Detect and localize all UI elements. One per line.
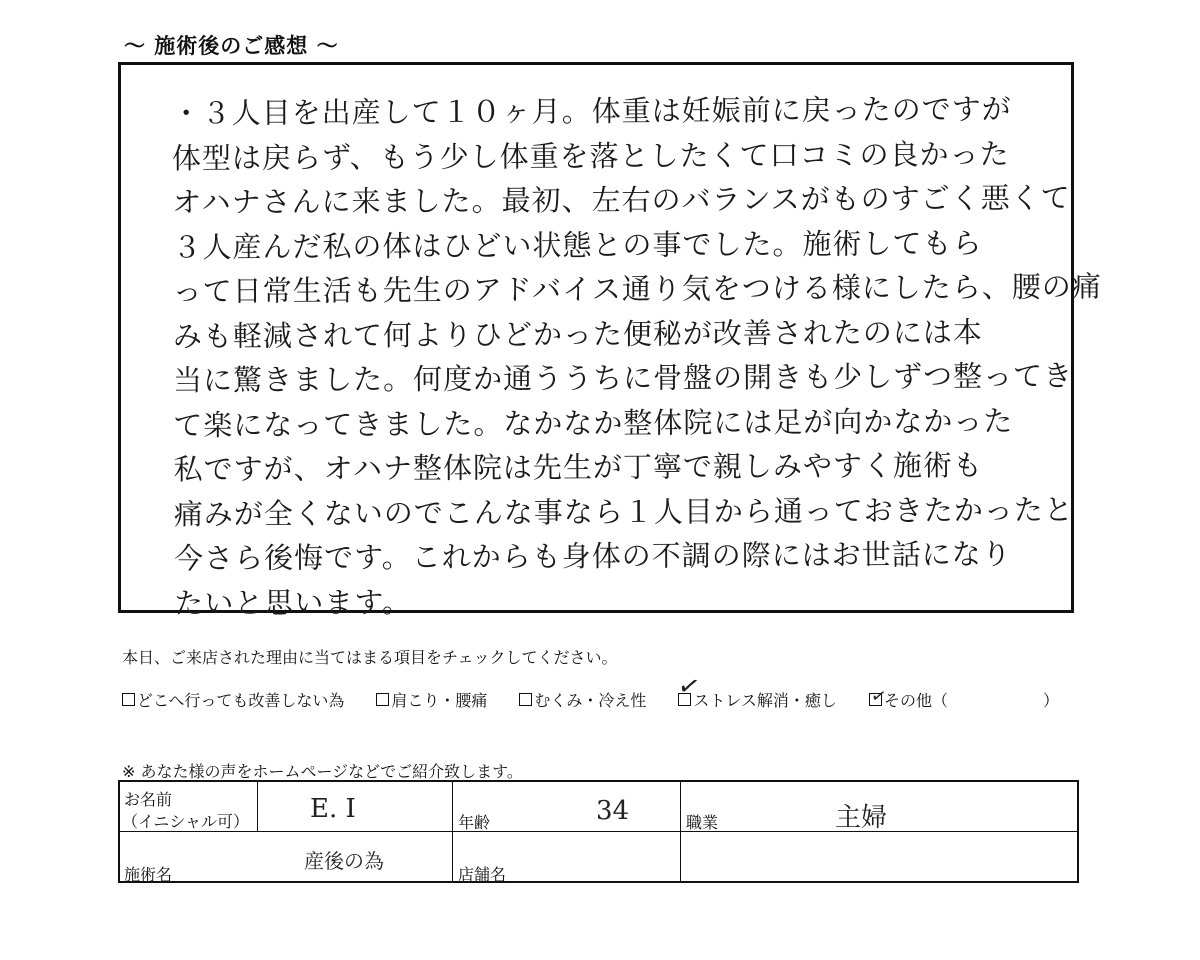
name-label-sub: （イニシャル可） xyxy=(122,812,250,831)
store-label: 店舗名 xyxy=(458,865,507,884)
reason-option-no-improvement[interactable] xyxy=(122,688,344,711)
comment-line: 体型は戻らず、もう少し体重を落としたくて口コミの良かった xyxy=(171,136,1010,175)
comment-line: オハナさんに来ました。最初、左右のバランスがものすごく悪くて xyxy=(172,180,1071,220)
checkmark-icon: ✓ xyxy=(869,684,889,709)
option-label: むくみ・冷え性 xyxy=(534,691,647,710)
comment-line: って日常生活も先生のアドバイス通り気をつける様にしたら、腰の痛 xyxy=(172,269,1102,309)
table-divider xyxy=(680,782,681,881)
reason-instruction: 本日、ご来店された理由に当てはまる項目をチェックしてください。 xyxy=(122,648,618,667)
customer-info-table xyxy=(118,780,1079,883)
comment-line: ・３人目を出産して１０ヶ月。体重は妊娠前に戻ったのですが xyxy=(171,91,1012,131)
table-divider xyxy=(120,831,1077,832)
reason-option-other[interactable] xyxy=(869,684,1059,711)
checkbox-no-improvement[interactable] xyxy=(122,693,135,706)
comment-line: 痛みが全くないのでこんな事なら１人目から通っておきたかったと xyxy=(173,492,1074,531)
name-label: お名前 xyxy=(124,790,173,809)
treatment-value[interactable]: 産後の為 xyxy=(304,849,384,873)
checkbox-other[interactable] xyxy=(869,684,889,709)
name-value[interactable]: E. I xyxy=(310,794,356,824)
publication-notice: ※ あなた様の声をホームページなどでご紹介致します。 xyxy=(122,762,523,781)
reason-option-swelling[interactable] xyxy=(519,688,646,711)
checkbox-stiff-shoulders[interactable] xyxy=(376,693,389,706)
age-value[interactable]: 34 xyxy=(596,796,630,826)
option-label: どこへ行っても改善しない為 xyxy=(137,691,345,710)
comment-line: 当に驚きました。何度か通ううちに骨盤の開きも少しずつ整ってき xyxy=(173,358,1074,398)
reason-options xyxy=(122,670,1137,711)
option-label: ストレス解消・癒し xyxy=(693,691,837,710)
section-title: ～ 施術後のご感想 ～ xyxy=(124,34,339,58)
checkmark-icon: ✓ xyxy=(675,670,704,704)
checkbox-swelling[interactable] xyxy=(519,693,532,706)
comment-line: 私ですが、オハナ整体院は先生が丁寧で親しみやすく施術も xyxy=(173,448,984,487)
option-label: 肩こり・腰痛 xyxy=(391,691,488,710)
occupation-label: 職業 xyxy=(686,813,719,832)
other-paren-close: ） xyxy=(1042,691,1059,710)
comment-line: 今さら後悔です。これからも身体の不調の際にはお世話になり xyxy=(173,536,1012,576)
comment-line: て楽になってきました。なかなか整体院には足が向かなかった xyxy=(173,403,1014,442)
comment-box xyxy=(118,62,1102,620)
treatment-label: 施術名 xyxy=(124,865,173,884)
option-label: その他（ xyxy=(883,691,948,710)
reason-option-stiff-shoulders[interactable] xyxy=(376,688,487,711)
occupation-value[interactable]: 主婦 xyxy=(835,803,888,833)
reason-option-stress-relief[interactable] xyxy=(675,670,837,711)
table-divider xyxy=(257,782,258,831)
age-label: 年齢 xyxy=(458,813,491,832)
checkbox-stress-relief[interactable] xyxy=(675,670,704,706)
comment-line: たいと思います。 xyxy=(174,584,413,620)
comment-line: みも軽減されて何よりひどかった便秘が改善されたのには本 xyxy=(172,314,983,353)
comment-line: ３人産んだ私の体はひどい状態との事でした。施術してもら xyxy=(172,225,983,264)
table-divider xyxy=(452,782,453,881)
comment-text xyxy=(171,87,1102,626)
